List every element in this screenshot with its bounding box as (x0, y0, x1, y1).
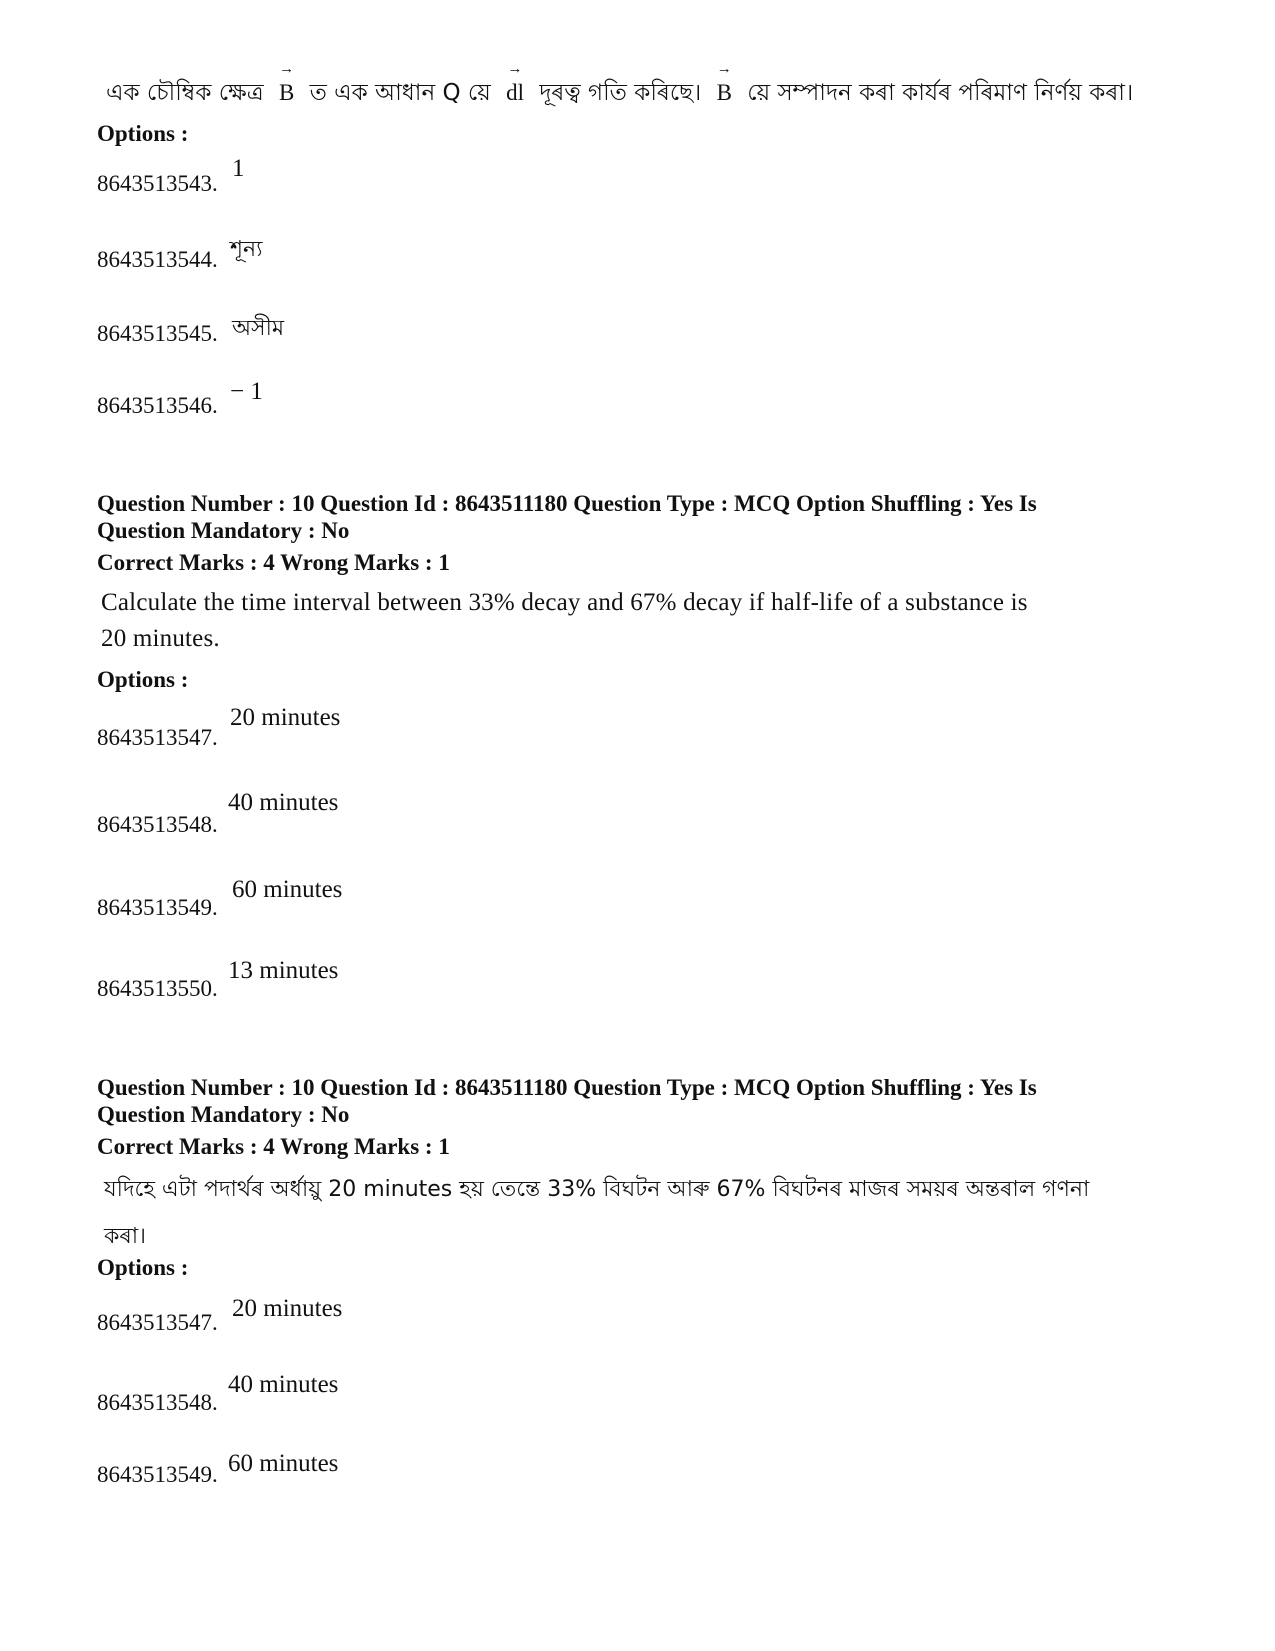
option-id: 8643513547. (97, 1310, 218, 1335)
question-header: Question Mandatory : No (97, 1102, 350, 1127)
question-text: Calculate the time interval between 33% decay and 67% decay if half-life of a substance is (101, 589, 1028, 616)
option-id: 8643513548. (97, 812, 218, 837)
option-id: 8643513550. (97, 976, 218, 1001)
vector-dl: → dl (506, 80, 524, 106)
option-id: 8643513546. (97, 393, 218, 418)
option-value: − 1 (230, 378, 263, 405)
question-header: Question Number : 10 Question Id : 8643511180 Question Type : MCQ Option Shuffling : Yes Is (97, 491, 1037, 516)
question-header: Question Number : 10 Question Id : 8643511180 Question Type : MCQ Option Shuffling : Yes Is (97, 1075, 1037, 1100)
stem-text: দূৰত্ব গতি কৰিছে। (539, 80, 702, 106)
option-id: 8643513545. (97, 321, 218, 346)
question-text: যদিহে এটা পদাৰ্থৰ অৰ্ধায়ু 20 minutes হয় তেন্তে 33% বিঘটন আৰু 67% বিঘটনৰ মাজৰ সময়ৰ অন্তৰাল গণনা (104, 1177, 1090, 1202)
option-value: 20 minutes (232, 1295, 343, 1322)
stem-text: য়ে সম্পাদন কৰা কাৰ্যৰ পৰিমাণ নিৰ্ণয় কৰা। (747, 80, 1134, 106)
question-text: 20 minutes. (101, 625, 220, 652)
question-marks: Correct Marks : 4 Wrong Marks : 1 (97, 1134, 450, 1159)
options-label: Options : (97, 667, 189, 692)
question-stem (106, 74, 1133, 113)
option-value: 40 minutes (228, 789, 339, 816)
options-label: Options : (97, 121, 189, 146)
option-value: অসীম (232, 316, 285, 341)
option-id: 8643513548. (97, 1390, 218, 1415)
option-id: 8643513549. (97, 895, 218, 920)
option-value: 1 (232, 155, 245, 182)
question-marks: Correct Marks : 4 Wrong Marks : 1 (97, 550, 450, 575)
option-value: শূন্য (230, 237, 263, 262)
option-value: 60 minutes (232, 876, 343, 903)
options-label: Options : (97, 1255, 189, 1280)
question-header: Question Mandatory : No (97, 518, 350, 543)
vector-b: → B (717, 80, 732, 106)
stem-text: এক চৌম্বিক ক্ষেত্ৰ (106, 80, 264, 106)
question-text: কৰা। (104, 1224, 147, 1249)
option-id: 8643513543. (97, 171, 218, 196)
option-id: 8643513549. (97, 1462, 218, 1487)
option-id: 8643513544. (97, 247, 218, 272)
option-value: 40 minutes (228, 1371, 339, 1398)
option-id: 8643513547. (97, 725, 218, 750)
vector-b: → B (279, 80, 294, 106)
option-value: 20 minutes (230, 704, 341, 731)
option-value: 60 minutes (228, 1450, 339, 1477)
stem-text: ত এক আধান Q য়ে (309, 80, 491, 106)
option-value: 13 minutes (228, 957, 339, 984)
